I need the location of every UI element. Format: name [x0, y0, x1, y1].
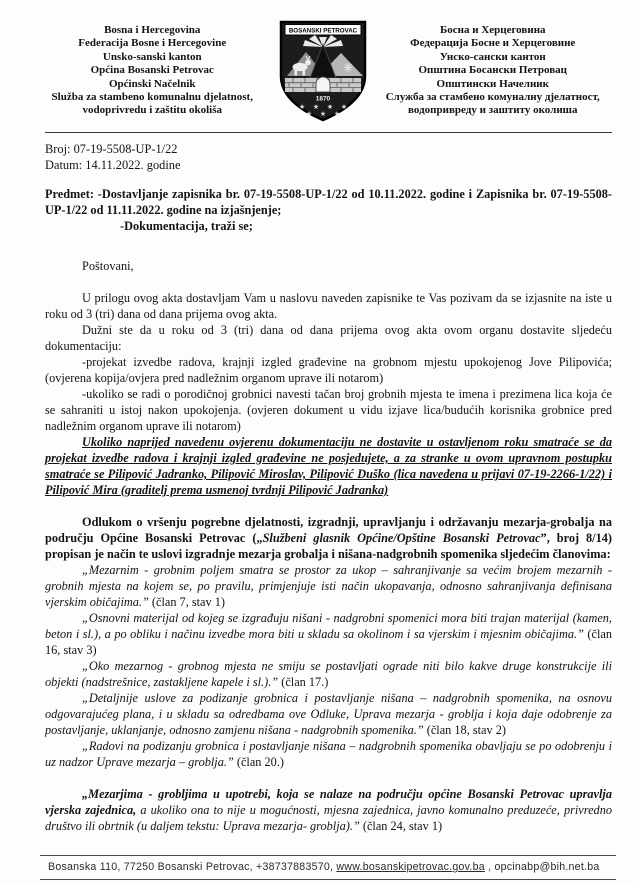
salutation: Poštovani, [82, 259, 134, 273]
quote-text-bold: „Mezarjima - grobljima u upotrebi, koja se nalaze na području općine Bosanski Petrovac upravlja vjerska zajednica, [45, 787, 612, 817]
letterhead-line: Federacija Bosne i Hercegovine [78, 37, 227, 50]
letterhead-line: Општински Начелник [436, 77, 549, 90]
letterhead-line: Služba za stambeno komunalnu djelatnost, [51, 91, 253, 104]
paragraph-warning: Ukoliko naprijed navedenu ovjerenu dokumentaciju ne dostavite u ostavljenom roku smatraće se da projekat izvedbe radova i krajnji izgled građevine ne posjedujete, a za stranke u ovom upravnom postupku smatraće se Pilipović Jadranko, Pilipović Miroslav, Pilipović Duško (lica navedena u prijavi 07-19-2266-1/22) i Pilipović Mira (graditelj prema usmenoj tvrdnji Pilipović Jadranka) [45, 435, 612, 497]
quote-clause-16 [45, 610, 612, 658]
letterhead-line: Općinski Načelnik [109, 77, 196, 90]
letterhead-line: Unsko-sanski kanton [102, 50, 202, 63]
clause-reference: (član 20.) [236, 755, 284, 769]
paragraph-item-project: -projekat izvedbe radova, krajnji izgled građevine na grobnom mjestu upokojenog Jove Pilipovića; (ovjerena kopija/ovjera pred nadležnim organom uprave ili notarom) [45, 355, 612, 385]
svg-text:★: ★ [305, 110, 312, 118]
letterhead-line: vodoprivredu i zaštitu okoliša [82, 104, 222, 117]
document-date: Datum: 14.11.2022. godine [45, 158, 181, 172]
decision-text: Odlukom o vršenju pogrebne djelatnosti, izgradnji, upravljanju i održavanju mezarja-grobalja na području Općine Bosanski Petrovac („ [45, 515, 612, 545]
letterhead-line: Općina Bosanski Petrovac [90, 64, 214, 77]
clause-reference: (član 7, stav 1) [151, 595, 225, 609]
header-divider [45, 132, 612, 133]
letterhead-latin [29, 20, 276, 118]
footer-website-link: www.bosanskipetrovac.gov.ba [336, 861, 485, 873]
clause-reference: (član 24, stav 1) [362, 819, 443, 833]
footer-email: , opcinabp@bih.net.ba [484, 861, 600, 873]
clause-reference: (član 16, stav 3) [45, 627, 612, 657]
svg-text:1870: 1870 [315, 95, 330, 103]
paragraph-delivery: U prilogu ovog akta dostavljam Vam u naslovu naveden zapisnike te Vas pozivam da se izjasnite na iste u roku od 3 (tri) dana od dana prijema ovog akta. [45, 291, 612, 321]
paragraph-decision [45, 514, 612, 562]
quote-clause-24 [45, 786, 612, 834]
svg-text:★: ★ [333, 110, 340, 118]
paragraph-obligation: Dužni ste da u roku od 3 (tri) dana od dana prijema ovog akta ovom organu dostavite sljedeću dokumentaciju: [45, 323, 612, 353]
decision-gazette-name: Službeni glasnik Općine/Opštine Bosanski Petrovac [262, 531, 541, 545]
clause-reference: (član 17.) [281, 675, 329, 689]
quote-clause-20 [45, 738, 612, 770]
svg-text:★: ★ [319, 110, 326, 118]
letterhead-line: Bosna i Hercegovina [104, 24, 201, 36]
quote-clause-17 [45, 658, 612, 690]
paragraph-item-family-grave: -ukoliko se radi o porodičnoj grobnici navesti tačan broj grobnih mjesta te imena i prezimena lica koja će se sahraniti u istoj nakon upokojenja. (ovjeren dokument u vidu izjave lica/budućih korisnika grobnice pred nadležnim organom uprave ili notarom) [45, 387, 612, 433]
letterhead-line: Унско-сански кантон [439, 50, 546, 63]
quote-clause-18 [45, 690, 612, 738]
letterhead-line: Босна и Херцеговина [439, 24, 546, 36]
subject-line-2: -Dokumentacija, traži se; [120, 219, 253, 233]
letterhead-line: Федерација Босне и Херцеговине [410, 37, 576, 50]
letterhead-line: Општина Босански Петровац [418, 64, 568, 77]
subject-line: Predmet: -Dostavljanje zapisnika br. 07-19-5508-UP-1/22 od 10.11.2022. godine i Zapisnika br. 07-19-5508-UP-1/22 od 11.11.2022. godine na izjašnjenje; [45, 187, 612, 217]
footer-address: Bosanska 110, 77250 Bosanski Petrovac, +38737883570, [48, 861, 337, 873]
svg-text:★: ★ [298, 103, 305, 111]
document-number: Broj: 07-19-5508-UP-1/22 [45, 142, 178, 156]
svg-text:★: ★ [340, 103, 347, 111]
coat-of-arms-icon [276, 20, 370, 122]
quote-text: „Osnovni materijal od kojeg se izgrađuju nišani - nadgrobni spomenici mora biti trajan materijal (kamen, beton i sl.), a po obliku i načinu izvedbe mora biti u skladu sa okolinom i sa vjerskim i mjesnim običajima.” [45, 611, 612, 641]
clause-reference: (član 18, stav 2) [426, 723, 506, 737]
quote-text: „Radovi na podizanju grobnica i postavljanje nišana – nadgrobnih spomenika obavljaju se po odobrenju i uz nadzor Uprave mezarja – groblja.” [45, 739, 612, 769]
quote-text: „Detaljnije uslove za podizanje grobnica i postavljanje nišana – nadgrobnih spomenika, na osnovu odgovarajućeg plana, i u skladu sa odredbama ove Odluke, Uprava mezarja - groblja i koja daje odobrenje za postavljanje, uklanjanje, odnosno zamjenu nišana - nadgrobnih spomenika.” [45, 691, 612, 737]
quote-text: a ukoliko ona to nije u mogućnosti, mjesna zajednica, javno komunalno preduzeće, privredno društvo ili obrtnik (u daljem tekstu: Uprava mezarja- groblja).” [45, 803, 612, 833]
letterhead [29, 20, 616, 127]
letterhead-cyrillic [370, 20, 617, 118]
svg-text:★: ★ [326, 103, 333, 111]
svg-text:★: ★ [312, 103, 319, 111]
document-meta [45, 141, 612, 173]
decision-text: ”, broj 8/14) propisan je način te uslovi izgradnje mezarja grobalja i nišana-nadgrobnih spomenika sljedećim članovima: [45, 531, 612, 561]
footer-contact-bar [40, 855, 616, 880]
quote-text: „Oko mezarnog - grobnog mjesta ne smiju se postavljati ograde niti bilo kakve druge konstrukcije ili objekti (nadstrešnice, zastakljene kapele i sl.).” [45, 659, 612, 689]
letterhead-line: водопривреду и заштиту околиша [408, 104, 578, 117]
letterhead-line: Служба за стамбено комуналну дјелатност, [385, 91, 600, 104]
quote-text: „Mezarnim - grobnim poljem smatra se prostor za ukop – sahranjivanje sa većim brojem mezarnih - grobnih mjesta na kojem se, po pravilu, primjenjuje isti način ukopavanja, odnosno sahranjivanja definisana vjerskim običajima.” [45, 563, 612, 609]
document-body [45, 186, 612, 834]
coat-of-arms [276, 20, 370, 127]
svg-text:BOSANSKI PETROVAC: BOSANSKI PETROVAC [288, 27, 357, 35]
quote-clause-7 [45, 562, 612, 610]
